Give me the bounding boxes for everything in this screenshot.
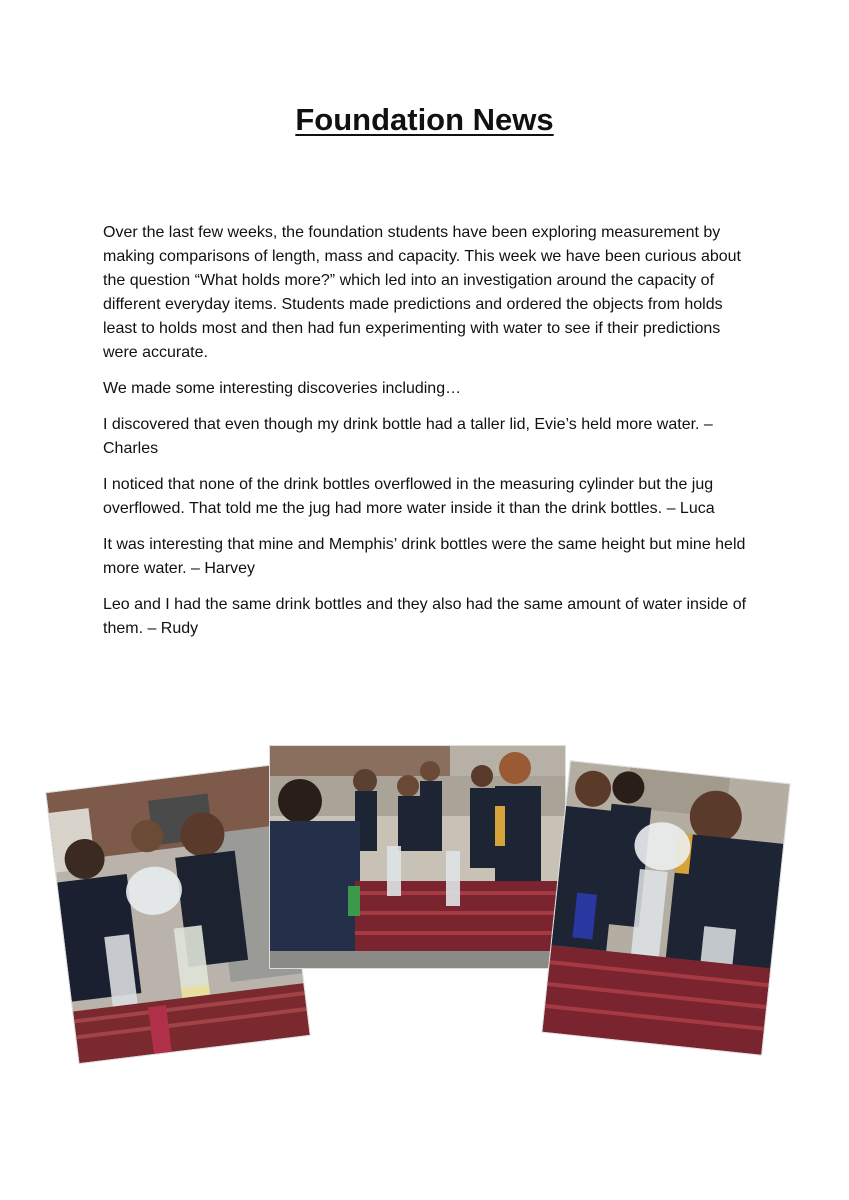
- quote-harvey: It was interesting that mine and Memphis’ drink bottles were the same height but mine held more water. – Harvey: [103, 536, 746, 577]
- photo-right: [542, 761, 789, 1055]
- intro-paragraph: Over the last few weeks, the foundation students have been exploring measurement by making comparisons of length, mass and capacity. This week we have been curious about the question “What holds more?” which led into an investigation around the capacity of different everyday items. Students made predictions and ordered the objects from holds least to holds most and then had fun experimenting with water to see if their predictions were accurate.: [103, 224, 741, 361]
- article-body: [103, 221, 753, 653]
- discoveries-intro: We made some interesting discoveries including…: [103, 380, 462, 397]
- quote-luca: I noticed that none of the drink bottles overflowed in the measuring cylinder but the jug overflowed. That told me the jug had more water inside it than the drink bottles. – Luca: [103, 476, 715, 517]
- quote-charles: I discovered that even though my drink bottle had a taller lid, Evie’s held more water. – Charles: [103, 416, 713, 457]
- photo-middle: [270, 746, 565, 968]
- page-title: Foundation News: [295, 102, 554, 137]
- quote-rudy: Leo and I had the same drink bottles and they also had the same amount of water inside of them. – Rudy: [103, 596, 747, 637]
